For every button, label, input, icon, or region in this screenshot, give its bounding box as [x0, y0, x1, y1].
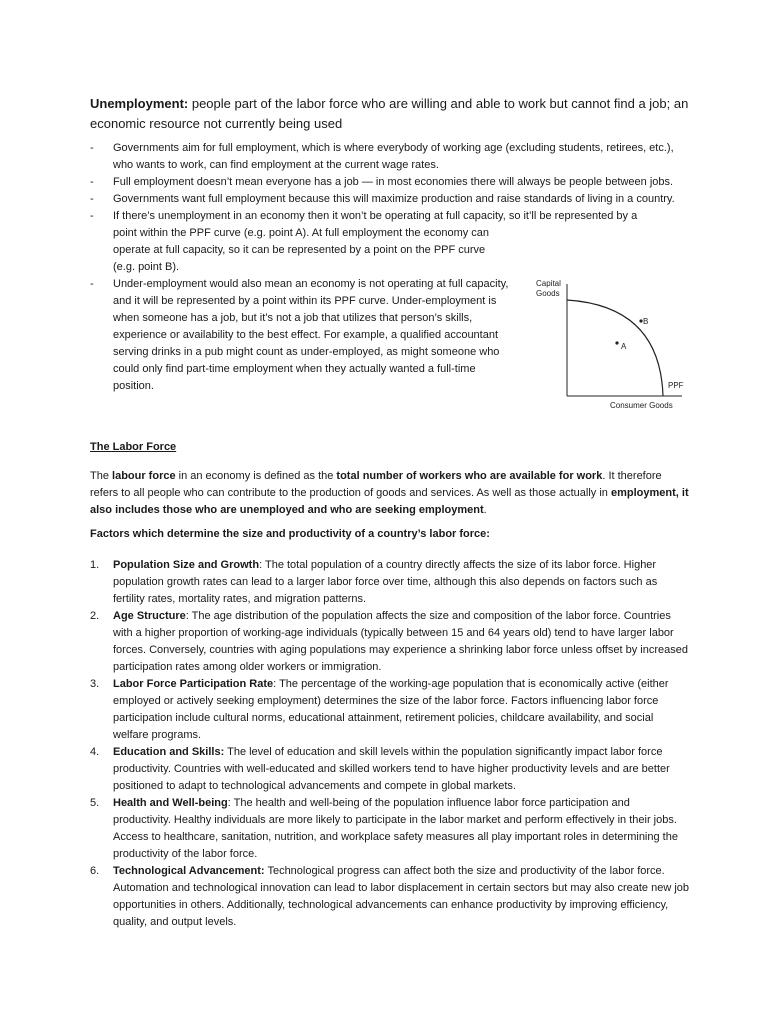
bullet-item: - Under-employment would also mean an economy is not operating at full capacity, and it will be represented by a point within its PPF curve. Under-employment is when someone has a job, but it’s not a job that utilizes that person’s skills, experience or availability to the best effect. For example, a qualified accountant serving drinks in a pub might count as under-employed, as might someone who could only find part-time employment when they actually wanted a full-time position.	[90, 278, 509, 392]
x-axis-label: Consumer Goods	[610, 401, 673, 410]
labor-force-paragraph: The labour force in an economy is defined as the total number of workers who are available for work. It therefore refers to all people who can contribute to the production of goods and services. As well as those actually in employment, it also includes those who are unemployed and who are seeking employment.	[90, 470, 689, 516]
bullet-item: - If there’s unemployment in an economy then it won’t be operating at full capacity, so it’ll be represented by a point within the PPF curve (e.g. point A). At full employment the economy can operate at full capacity, so it can be represented by a point on the PPF curve (e.g. point B).	[90, 210, 638, 273]
labor-force-heading: The Labor Force	[90, 441, 177, 453]
point-a-marker	[615, 341, 618, 344]
ppf-curve	[567, 300, 663, 396]
y-axis-label-line2: Goods	[536, 289, 560, 298]
factor-item: 4. Education and Skills: The level of education and skill levels within the population significantly impact labor force productivity. Countries with well-educated and skilled workers tend to have higher productivity levels and are better positioned to adapt to technological advancements and compete in global markets.	[90, 746, 670, 792]
point-a-label: A	[621, 342, 627, 351]
unemployment-term: Unemployment:	[90, 96, 189, 111]
factor-item: 2. Age Structure: The age distribution of the population affects the size and composition of the labor force. Countries with a higher proportion of working-age individuals (typically between 15 and 64 years old) tend to have larger labor forces. Conversely, countries with aging populations may experience a shrinking labor force unless offset by increased participation rates among older workers or immigration.	[90, 610, 688, 673]
factor-item: 3. Labor Force Participation Rate: The percentage of the working-age population that is economically active (either employed or actively seeking employment) determines the size of the labor force. Factors influencing labor force participation include cultural norms, educational attainment, retirement policies, childcare availability, and social welfare programs.	[90, 678, 669, 741]
factor-item: 1. Population Size and Growth: The total population of a country directly affects the size of its labor force. Higher population growth rates can lead to a larger labor force over time, although this also depends on factors such as fertility rates, mortality rates, and migration patterns.	[90, 559, 658, 605]
unemployment-definition-text: people part of the labor force who are willing and able to work but cannot find a job; an economic resource not currently being used	[90, 96, 689, 131]
ppf-curve-label: PPF	[668, 381, 684, 390]
point-b-label: B	[643, 317, 649, 326]
factors-list	[90, 557, 690, 931]
unemployment-definition	[90, 94, 690, 134]
factor-item: 5. Health and Well-being: The health and well-being of the population influence labor force participation and productivity. Healthy individuals are more likely to participate in the labor market and perform effectively in their jobs. Access to healthcare, sanitation, nutrition, and workplace safety measures all play important roles in determining the productivity of the labor force.	[90, 797, 678, 860]
bullet-item: - Full employment doesn’t mean everyone has a job — in most economies there will always be people between jobs.	[90, 176, 674, 188]
bullet-item: - Governments aim for full employment, which is where everybody of working age (excluding students, retirees, etc.), who wants to work, can find employment at the current wage rates.	[90, 142, 674, 171]
ppf-diagram	[530, 276, 690, 416]
factor-item: 6. Technological Advancement: Technological progress can affect both the size and productivity of the labor force. Automation and technological innovation can lead to labor displacement in certain sectors but may also create new job opportunities in others. Additionally, technological advancements can enhance productivity by improving efficiency, quality, and output levels.	[90, 865, 690, 928]
factors-heading: Factors which determine the size and productivity of a country’s labor force:	[90, 528, 490, 540]
bullet-item: - Governments want full employment because this will maximize production and raise standards of living in a country.	[90, 193, 675, 205]
y-axis-label-line1: Capital	[536, 279, 561, 288]
